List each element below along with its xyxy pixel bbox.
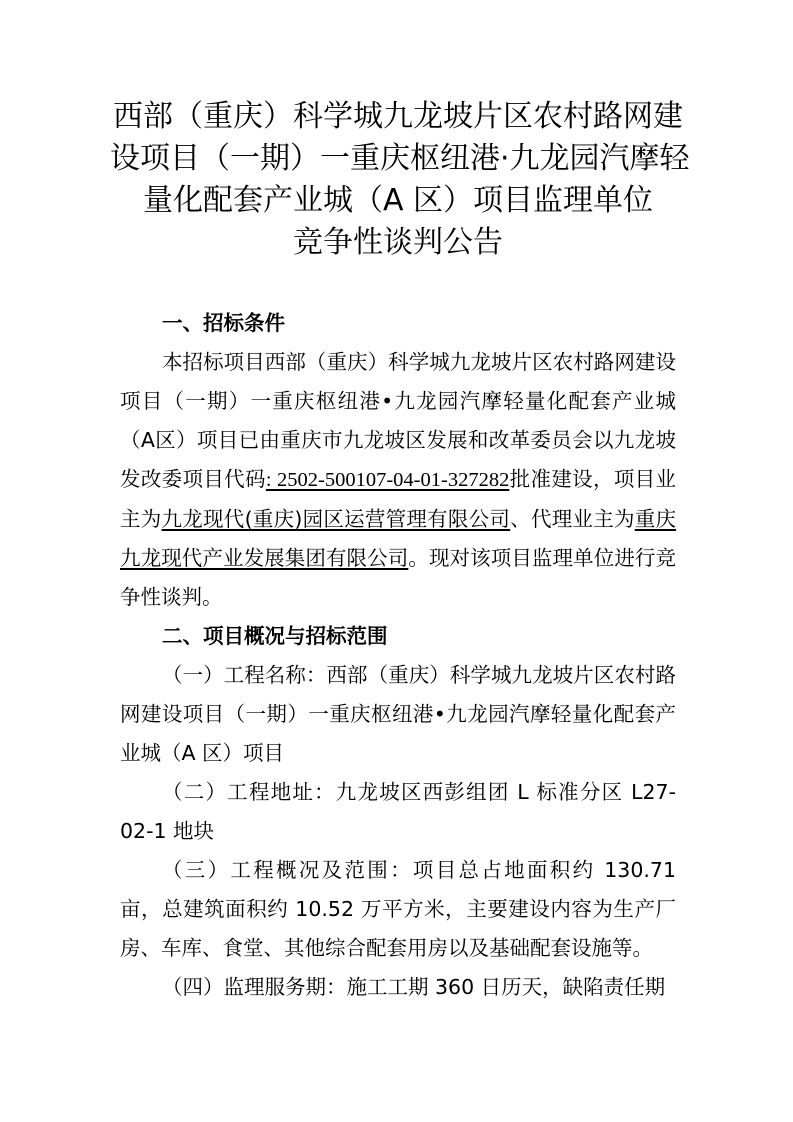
title-line-3: 量化配套产业城（A 区）项目监理单位 [142, 183, 654, 218]
title-line-2: 设项目（一期）一重庆枢纽港·九龙园汽摩轻 [110, 141, 690, 176]
bidding-conditions-text-1: 本招标项目西部（重庆）科学城九龙坡片区农村路网建设项目（一期）一重庆枢纽港•九龙园汽摩轻量化配套产业城（A区）项目已由重庆市九龙坡区发展和改革委员会以九龙坡发改委项目代码 [120, 350, 676, 491]
bidding-conditions-text-2: 批准建设，项目业主为 [120, 467, 677, 531]
project-address-paragraph: （二）工程地址：九龙坡区西彭组团 L 标准分区 L27-02-1 地块 [120, 780, 676, 843]
project-scope-paragraph: （三）工程概况及范围：项目总占地面积约 130.71 亩，总建筑面积约 10.52 万平方米，主要建设内容为生产厂房、车库、食堂、其他综合配套用房以及基础配套设施等。 [120, 858, 676, 960]
bidding-conditions-text-4: 。现对该项目监理单位进行竞争性谈判。 [120, 546, 677, 609]
service-period-paragraph: （四）监理服务期：施工工期 360 日历天，缺陷责任期 [162, 975, 666, 999]
section-heading-bidding-conditions: 一、招标条件 [162, 311, 285, 335]
document-body [120, 304, 676, 1007]
project-name-paragraph: （一）工程名称：西部（重庆）科学城九龙坡片区农村路网建设项目（一期）一重庆枢纽港•九龙园汽摩轻量化配套产业城（A 区）项目 [120, 663, 676, 765]
agent-owner: 重庆九龙现代产业发展集团有限公司 [120, 507, 677, 570]
project-owner: 九龙现代(重庆)园区运营管理有限公司 [161, 507, 511, 531]
project-code: : 2502-500107-04-01-327282 [265, 469, 510, 491]
title-line-1: 西部（重庆）科学城九龙坡片区农村路网建 [113, 99, 683, 134]
title-line-4: 竞争性谈判公告 [293, 225, 503, 260]
section-heading-project-overview: 二、项目概况与招标范围 [162, 624, 388, 648]
bidding-conditions-paragraph [120, 343, 676, 617]
document-title [110, 96, 690, 264]
bidding-conditions-text-3: 、代理业主为 [510, 507, 635, 531]
